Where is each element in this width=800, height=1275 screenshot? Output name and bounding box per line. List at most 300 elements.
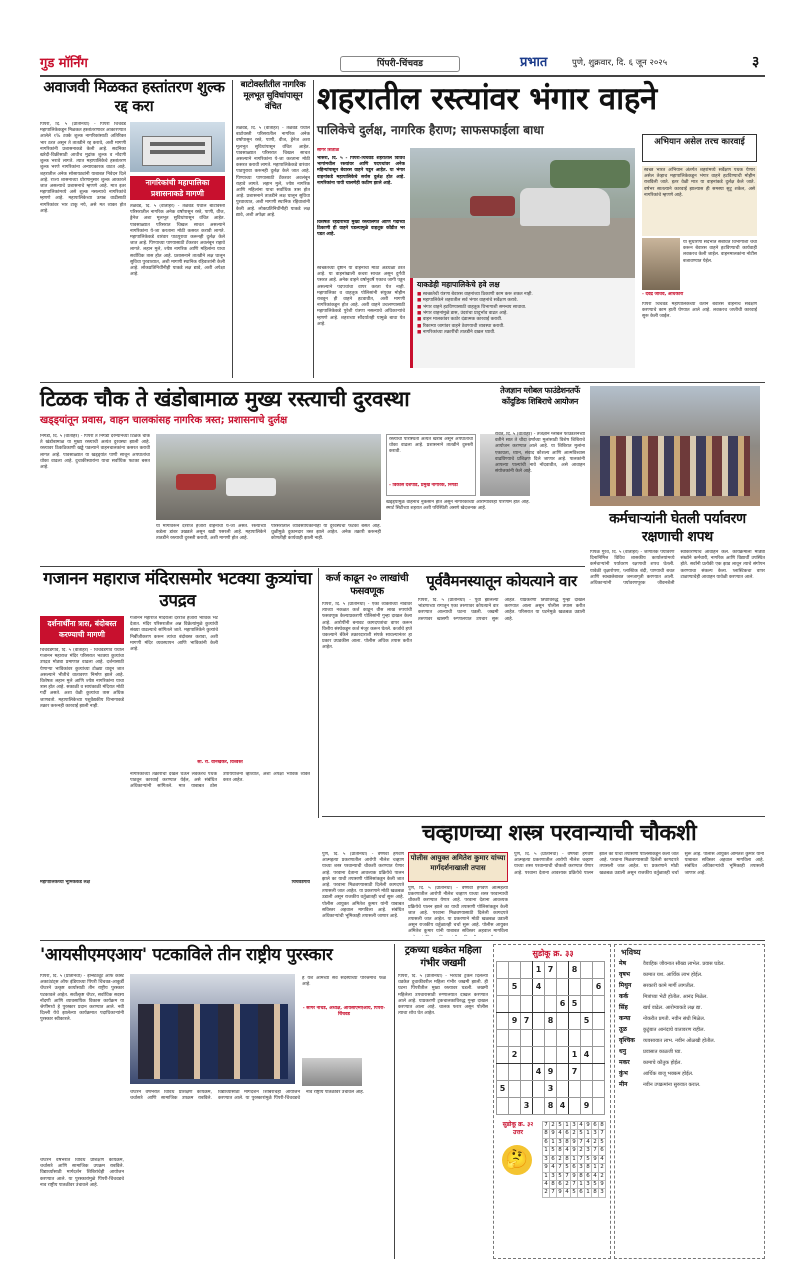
sudoku-cell: 6 — [557, 996, 569, 1013]
bullet-item: ■ भंगार वाहने हटविण्यासाठी वाहतूक विभागाशी समन्वय साधावा. — [417, 304, 527, 310]
sudoku-answer-cell: 8 — [551, 1180, 555, 1187]
horoscope-text: सरकारी कामे मार्गी लागतील. — [643, 983, 695, 989]
article-body: स्वच्छतेच्या दृष्टीने या वाहनांचा मोठा अडथळा ठरत आहे. या वाहनांखाली कचरा साचत असून दुर्गंधी पसरत आहे. अनेक वाहने वर्षानुवर्षे एकाच जागी पडून असल्याने पदपथांचा वापर करता येत नाही. महापालिका व वाहतूक पोलिसांनी संयुक्त मोहीम राबवून ही वाहने हटवावीत, अशी मागणी नागरिकांकडून होत आहे. अशी वाहने उचलण्यासाठी महापालिकेकडे पुरेशी यंत्रणा नसल्याचे अधिकाऱ्यांचे म्हणणे आहे. शहराच्या सौंदर्यातही यामुळे बाधा येत आहे. — [317, 266, 405, 327]
photo-caption: याकडेही महापालिकेचे हवे लक्ष — [417, 280, 500, 289]
sudoku-cell — [581, 1030, 593, 1047]
article-body: पिंपळे गुरव, दि. ५ (वार्ताहर) - जागतिक पर्यावरण दिनानिमित्त विविध शासकीय कार्यालयांमध्ये कर्मचाऱ्यांनी पर्यावरण रक्षणाची शपथ घेतली. यावेळी वृक्षारोपण, प्लास्टिक बंदी, पाण्याची बचत आणि स्वच्छतेबाबत जनजागृती करण्यात आली. अधिकाऱ्यांनी पर्यावरणपूरक जीवनशैली स्वीकारण्याचे आवाहन केले. कार्यक्रमाला मोठ्या संख्येने कर्मचारी, नागरिक आणि विद्यार्थी उपस्थित होते. सर्वांनी प्रत्येकी एक झाड लावून त्याचे संगोपन करण्याचा संकल्प केला. प्लास्टिकचा वापर टाळण्याचेही आवाहन यावेळी करण्यात आले. — [590, 550, 765, 587]
sidebar-quote-sig: - देवेंद्र जाधव, अधिकारी — [642, 292, 684, 297]
article-body: पिंपरी, दि. ५ (प्रतिनिधी) - पिंपरी चिंचवड महापालिकेकडून मिळकत हस्तांतरणावर आकारण्यात आलेले १% टक्के शुल्क नागरिकांसाठी अतिरिक्त भार ठरत असून ते तातडीने रद्द करावे, अशी मागणी नागरिकांनी प्रशासनाकडे केली आहे. सदनिका खरेदी-विक्रीसाठी आधीच मुद्रांक शुल्क व नोंदणी शुल्क भरावे लागते. त्यात महापालिकेचे हस्तांतरण शुल्क भरणे नागरिकांना अन्यायकारक वाटत आहे. शहरातील अनेक सोसायट्यांनी याबाबत निवेदन दिले आहे. राज्य शासनाच्या धोरणानुसार शुल्क आकारले जात असल्याचे प्रशासनाचे म्हणणे आहे. मात्र इतर महापालिकांमध्ये असे शुल्क नसल्याचे नागरिकांचे म्हणणे आहे. महापालिकेच्या उत्पन्न वाढीसाठी नागरिकांवर भार टाकू नये, असे मत व्यक्त होत आहे. — [40, 122, 126, 214]
article-body: रावेत, दि. ५ (वार्ताहर) - तेजज्ञान ग्लोबल फाउंडेशनच्या वतीने सात ते चौदा वर्षांच्या मुलांसाठी विशेष शिबिराचे आयोजन करण्यात आले आहे. या शिबिरात मुलांना एकाग्रता, ध्यान, संवाद कौशल्य आणि आत्मविश्वास वाढविण्याचे प्रशिक्षण दिले जाणार आहे. पालकांनी आपल्या पाल्यांची नावे नोंदवावीत, असे आवाहन संयोजकांनी केले आहे. — [495, 432, 585, 475]
sudoku-answer-cell: 8 — [558, 1147, 562, 1154]
sudoku-answer-cell: 3 — [593, 1130, 597, 1137]
headline: कर्मचाऱ्यांनी घेतली पर्यावरण रक्षणाची शपथ — [609, 511, 746, 545]
sudoku-cell — [521, 1047, 533, 1064]
sudoku-answer-cell: 6 — [600, 1147, 604, 1154]
article-body: पिंपरी, दि. ५ (प्रतिनिधी) - पूर्वी झालेल्या भांडणाच्या रागातून एका तरुणावर कोयत्याने वार करण्यात आल्याची घटना घडली. जखमी तरुणावर खासगी रुग्णालयात उपचार सुरू आहेत. याप्रकरणी तिघांविरुद्ध गुन्हा दाखल करण्यात आला असून पोलीस तपास करीत आहेत. परिसरात या घटनेमुळे खळबळ उडाली आहे. — [418, 598, 585, 622]
sudoku-answer-cell: 8 — [600, 1122, 604, 1128]
bullet-item: ■ महापालिकेने शहरातील सर्व भंगार वाहनांचे सर्वेक्षण करावे. — [417, 298, 518, 304]
sudoku-cell — [593, 1098, 605, 1115]
sudoku-answer-cell: 9 — [572, 1138, 576, 1145]
sudoku-answer-cell: 9 — [600, 1180, 604, 1187]
sudoku-cell — [545, 996, 557, 1013]
sudoku-answer-cell: 4 — [544, 1180, 548, 1187]
story-attack — [418, 572, 585, 812]
column-rule — [318, 568, 319, 818]
sudoku-cell — [509, 1030, 521, 1047]
article-body: निगडी, दि. ५ (वार्ताहर) - पिंपरी ते निगडी दरम्यानच्या टिळक चौक ते खंडोबामाळ या मुख्य रस्त्याची अत्यंत दुरवस्था झाली आहे. रस्त्यावर ठिकठिकाणी खड्डे पडल्याने वाहनचालकांना कसरत करावी लागत आहे. पावसाळ्यात या खड्ड्यांत पाणी साचून अपघातांचा धोका वाढला आहे. दुचाकीस्वारांना याचा सर्वाधिक फटका बसत आहे. — [40, 434, 150, 471]
sudoku-answer-cell: 6 — [565, 1130, 569, 1137]
footer-note: महापालिकेच्या भूमिकेकडे लक्ष — [40, 880, 90, 885]
sudoku-cell — [545, 1030, 557, 1047]
signature: सां. रा. वानखकर, विश्वस्त — [197, 760, 243, 765]
article-body: पुणे, दि. ५ (प्रतिनिधी) - वैष्णवी हगवणे आत्महत्या प्रकरणातील आरोपी नीलेश चव्हाण याच्या शस्त्र परवान्याची चौकशी करण्यात येणार आहे. परवाना देताना आवश्यक प्रक्रियेचे पालन झाले का याची तपासणी पोलिसांकडून केली जात आहे. परवाना मिळवण्यासाठी दिलेली कागदपत्रे तपासली जात आहेत. या प्रकरणाने मोठी खळबळ उडाली असून राजकीय वर्तुळातही चर्चा सुरू आहे. पोलीस आयुक्त अमितेश कुमार यांनी याबाबत सविस्तर अहवाल मागविला — [408, 886, 508, 935]
sudoku-answer-cell: 9 — [572, 1147, 576, 1154]
sudoku-answer-cell: 7 — [600, 1130, 604, 1137]
sudoku-cell — [569, 1081, 581, 1098]
headline: तेजज्ञान ग्लोबल फाउंडेशनतर्फे कोंदुडिक शिबिराचे आयोजन — [500, 386, 580, 406]
sudoku-answer-cell: 1 — [544, 1147, 548, 1154]
story-transfer-fee — [40, 78, 228, 378]
horoscope-text: कामात यश. आर्थिक लाभ होईल. — [643, 972, 703, 978]
sudoku-cell — [557, 1081, 569, 1098]
story-chavan-arms — [322, 820, 765, 936]
bullet-item: ■ स्वच्छतेची यंत्रणा बेवारस वाहनांच्या ठिकाणी काम करू शकत नाही. — [417, 292, 533, 298]
section-rule — [322, 816, 765, 817]
horoscope-text: व्यवसायात लाभ. नवीन ओळखी होतील. — [643, 1038, 716, 1044]
kicker-headline: बाटोवस्तीतील नागरिक मूलभूत सुविधांपासून वंचित — [240, 80, 306, 112]
sudoku-answer-cell: 4 — [586, 1138, 590, 1145]
zodiac-sign: धनु — [619, 1048, 627, 1055]
bullet-item: ■ भंगार वाहनांमुळे डास, उंदरांचा प्रादुर्भाव वाढत आहे. — [417, 311, 508, 317]
bullet-item: ■ रिकाम्या जागांवर वाहने ठेवण्याची व्यवस्था करावी. — [417, 323, 505, 329]
sudoku-cell — [533, 1047, 545, 1064]
sudoku-cell — [509, 1098, 521, 1115]
sudoku-cell: 6 — [593, 979, 605, 996]
article-body: चिंचवडगाव, दि. ५ (वार्ताहर) - चिंचवडगाव येथील गजानन महाराज मंदिर परिसरात भटक्या कुत्र्यांचा उपद्रव मोठ्या प्रमाणात वाढला आहे. दर्शनासाठी येणाऱ्या भाविकांवर कुत्र्यांच्या टोळ्या धावून जात असल्याने भीतीचे वातावरण निर्माण झाले आहे. विशेषतः लहान मुले आणि ज्येष्ठ नागरिकांना याचा त्रास होत आहे. सकाळी व सायंकाळी मंदिरात मोठी गर्दी असते. अशा वेळी कुत्र्यांचा त्रास अधिक जाणवतो. महापालिकेच्या पशुवैद्यकीय विभागाकडे तक्रार करूनही कारवाई झाली नाही. — [40, 648, 124, 709]
sudoku-answer-cell: 9 — [551, 1130, 555, 1137]
sudoku-answer-cell: 8 — [586, 1164, 590, 1171]
photo-damaged-road — [156, 434, 381, 520]
sudoku-answer-cell: 6 — [579, 1189, 583, 1196]
horoscope-entry — [619, 1060, 762, 1067]
pullquote-sig: - सागर नाथडे, अध्यक्ष, आयसीएमएआय, पिंपरी-चिंचवड — [302, 1006, 386, 1018]
sudoku-cell: 9 — [581, 1098, 593, 1115]
sudoku-answer-cell: 4 — [600, 1155, 604, 1162]
sudoku-cell — [521, 996, 533, 1013]
story-scrap-vehicles — [317, 80, 760, 380]
sudoku-answer-cell: 3 — [544, 1155, 548, 1162]
zodiac-sign: मकर — [619, 1059, 630, 1066]
sudoku-cell: 5 — [581, 1013, 593, 1030]
sudoku-cell — [497, 1030, 509, 1047]
horoscope-entry — [619, 972, 762, 979]
sudoku-answer-cell: 7 — [544, 1122, 548, 1128]
zodiac-sign: वृषभ — [619, 971, 631, 978]
sudoku-cell — [521, 962, 533, 979]
subheadline: पालिकेचे दुर्लक्ष, नागरिक हैराण; साफसफाईला बाधा — [317, 123, 544, 137]
sudoku-answer-cell: 2 — [600, 1172, 604, 1179]
sudoku-cell — [509, 996, 521, 1013]
section-rule — [40, 940, 765, 941]
horoscope-text: खर्च वाढेल. आरोग्याकडे लक्ष द्या. — [643, 1005, 703, 1011]
sudoku-cell — [557, 979, 569, 996]
sudoku-answer-cell: 6 — [551, 1155, 555, 1162]
sudoku-answer-grid — [542, 1121, 606, 1198]
sudoku-answer-cell: 9 — [593, 1155, 597, 1162]
pullquote: रस्त्याची परिस्थिती अत्यंत खराब असून अपघाताचा धोका वाढला आहे. प्रशासनाने तातडीने दुरुस्ती करावी. — [389, 437, 473, 455]
sudoku-answer-cell: 4 — [565, 1189, 569, 1196]
sudoku-answer-cell: 9 — [572, 1172, 576, 1179]
section-rule — [40, 382, 765, 383]
sudoku-cell: 8 — [545, 1098, 557, 1115]
sudoku-answer-cell: 4 — [593, 1172, 597, 1179]
sudoku-cell — [569, 1013, 581, 1030]
sudoku-cell: 1 — [533, 962, 545, 979]
page-number: ३ — [752, 54, 760, 70]
subheadline: खड्ड्यांतून प्रवास, वाहन चालकांसह नागरिक त्रस्त; प्रशासनाचे दुर्लक्ष — [40, 415, 288, 426]
sudoku-answer-cell: 2 — [544, 1189, 548, 1196]
story-truck-accident — [398, 944, 488, 1259]
headline: टिळक चौक ते खंडोबामाळ मुख्य रस्त्याची दुरवस्था — [40, 387, 410, 411]
bullet-list — [417, 292, 631, 336]
sudoku-answer-cell: 2 — [600, 1164, 604, 1171]
sudoku-cell: 1 — [569, 1047, 581, 1064]
sudoku-answer-cell: 5 — [600, 1138, 604, 1145]
sudoku-answer-cell: 1 — [586, 1189, 590, 1196]
sudoku-cell: 4 — [557, 1098, 569, 1115]
sudoku-answer-cell: 7 — [565, 1172, 569, 1179]
sudoku-answer-cell: 2 — [551, 1122, 555, 1128]
sudoku-cell — [497, 979, 509, 996]
sudoku-cell: 5 — [569, 996, 581, 1013]
zodiac-sign: सिंह — [619, 1004, 628, 1011]
brand-logo: प्रभात — [520, 55, 548, 70]
column-rule — [232, 80, 233, 378]
sudoku-cell: 3 — [521, 1098, 533, 1115]
horoscope-text: नोकरीत प्रगती. नवीन संधी मिळेल. — [643, 1016, 706, 1022]
article-body: परिसरातील व्यावसायिकांनाही या दुरवस्थेचा फटका बसत आहे. धुळीमुळे दुकानदार त्रस्त झाले आहेत. अनेक तक्रारी करूनही कोणतीही कार्यवाही झाली नाही. — [271, 524, 381, 542]
sudoku-cell: 4 — [533, 979, 545, 996]
sudoku-title: सुडोकू क्र. ३३ — [532, 949, 574, 958]
sudoku-cell — [593, 1013, 605, 1030]
sudoku-cell — [581, 962, 593, 979]
sudoku-answer-cell: 4 — [579, 1122, 583, 1128]
sudoku-cell — [593, 996, 605, 1013]
sudoku-cell — [593, 962, 605, 979]
kicker-box: दर्शनार्थींना त्रास, बंदोबस्त करण्याची मागणी — [40, 616, 124, 644]
article-body-cont: तळवडे, दि. ५ (वार्ताहर) - तळवडे येथील बाटोवस्ती परिसरातील नागरिक अनेक वर्षांपासून रस्ते, पाणी, वीज, ड्रेनेज अशा मूलभूत सुविधांपासून वंचित आहेत. पावसाळ्यात परिसरात चिखल साचत असल्याने नागरिकांना ये-जा करताना मोठी कसरत करावी लागते. महापालिकेकडे वारंवार पाठपुरावा करूनही दुर्लक्ष केले जात आहे. पिण्याच्या पाण्यासाठी टँकरवर अवलंबून राहावे लागते. लहान मुले, ज्येष्ठ नागरिक आणि महिलांना याचा सर्वाधिक त्रास होत आहे. प्रशासनाने तातडीने लक्ष घालून सुविधा पुरवाव्यात, अशी मागणी स्थानिक रहिवाशांनी केली आहे. लोकप्रतिनिधींनीही याकडे लक्ष द्यावे, अशी अपेक्षा आहे. — [130, 204, 225, 278]
horoscope-text: नवीन उपक्रमांना सुरुवात कराल. — [643, 1082, 701, 1088]
horoscope-entry — [619, 1005, 762, 1012]
article-body: या मार्गावरून दररोज हजारो वाहनांची ये-जा असते. रस्त्याच्या कडेला डांबर उखडले असून खडी पसरली आहे. महापालिकेने तातडीने रस्त्याची दुरुस्ती करावी, अशी मागणी होत आहे. — [156, 524, 266, 542]
article-body: गजानन महाराज मंदिराला दररोज हजारो भाविक भेट देतात. मंदिर परिसरातील अन्न विक्रेत्यांमुळे कुत्र्यांची संख्या वाढल्याचे सांगितले जाते. महापालिकेने कुत्र्यांचे निर्बीजीकरण करून त्यांचा बंदोबस्त करावा, अशी मागणी मंदिर व्यवस्थापन आणि भाविकांनी केली आहे. — [130, 616, 218, 653]
sudoku-cell: 7 — [569, 1064, 581, 1081]
horoscope-text: आर्थिक बाजू भक्कम होईल. — [643, 1071, 694, 1077]
sudoku-cell — [533, 1013, 545, 1030]
article-body: पुणे, दि. ५ (प्रतिनिधी) - वैष्णवी हगवणे आत्महत्या प्रकरणातील आरोपी नीलेश चव्हाण याच्या शस्त्र परवान्याची चौकशी करण्यात येणार आहे. परवाना देताना आवश्यक प्रक्रियेचे पालन झाले का याची तपासणी पोलिसांकडून केली जात आहे. परवाना मिळवण्यासाठी दिलेली कागदपत्रे तपासली जात आहेत. या प्रकरणाने मोठी खळबळ उडाली असून राजकीय वर्तुळातही चर्चा सुरू आहे. पोलीस आयुक्त अमितेश कुमार यांनी याबाबत सविस्तर अहवाल मागविला आहे. संबंधित अधिकाऱ्यांची भूमिकाही तपासली जाणार आहे. — [322, 852, 404, 920]
sudoku-cell — [521, 979, 533, 996]
sudoku-cell: 8 — [545, 1013, 557, 1030]
photo-chapter-president — [302, 1058, 362, 1086]
sudoku-answer-cell: 1 — [572, 1155, 576, 1162]
headline: ट्रकच्या धडकेत महिला गंभीर जखमी — [404, 945, 482, 969]
sudoku-cell: 5 — [497, 1081, 509, 1098]
sudoku-answer-cell: 8 — [593, 1189, 597, 1196]
sudoku-answer-cell: 7 — [579, 1138, 583, 1145]
story-tejgyan — [495, 386, 585, 564]
masthead-left-label: गुड मॉर्निंग — [40, 56, 88, 71]
sudoku-answer-cell: 5 — [593, 1180, 597, 1187]
story-gajanan-temple — [40, 568, 315, 888]
sudoku-answer-cell: 1 — [579, 1180, 583, 1187]
sudoku-cell — [509, 962, 521, 979]
story-loan-fraud — [322, 572, 412, 812]
article-body: खड्ड्यांमुळे वाहनांचे नुकसान होत असून नागरिकांच्या आरोग्यावरही परिणाम होत आहे. स्मार्ट सिटीच्या शहरात अशी परिस्थिती असणे खेदजनक आहे. — [386, 500, 530, 512]
sudoku-answer-cell: 5 — [579, 1130, 583, 1137]
sudoku-answer-cell: 1 — [551, 1138, 555, 1145]
article-body: तळवडे, दि. ५ (वार्ताहर) - तळवडे येथील बाटोवस्ती परिसरातील नागरिक अनेक वर्षांपासून रस्ते, पाणी, वीज, ड्रेनेज अशा मूलभूत सुविधांपासून वंचित आहेत. पावसाळ्यात परिसरात चिखल साचत असल्याने नागरिकांना ये-जा करताना मोठी कसरत करावी लागते. महापालिकेकडे वारंवार पाठपुरावा करूनही दुर्लक्ष केले जात आहे. पिण्याच्या पाण्यासाठी टँकरवर अवलंबून राहावे लागते. लहान मुले, ज्येष्ठ नागरिक आणि महिलांना याचा सर्वाधिक त्रास होत आहे. प्रशासनाने तातडीने लक्ष घालून सुविधा पुरवाव्यात, अशी मागणी स्थानिक रहिवाशांनी केली आहे. लोकप्रतिनिधींनीही याकडे लक्ष द्यावे, अशी अपेक्षा आहे. — [236, 126, 310, 218]
lead-bold: विशेषतः रहदारीच्या मुख्य रस्त्यांलगत आणि गर्दीच्या ठिकाणी ही वाहने पडल्यामुळे वाहतूक कोंडीत भर पडत आहे. — [317, 220, 405, 238]
sudoku-answer-cell: 6 — [593, 1122, 597, 1128]
sudoku-cell: 2 — [509, 1047, 521, 1064]
horoscope-entry — [619, 1049, 762, 1056]
sudoku-cell — [557, 1030, 569, 1047]
photo-caption-box: नागरिकांची महापालिका प्रशासनाकडे मागणी — [130, 176, 225, 200]
headline: पूर्ववैमनस्यातून कोयत्याने वार — [426, 572, 577, 590]
sudoku-cell: 9 — [509, 1013, 521, 1030]
horoscope-text: कामाचे कौतुक होईल. — [643, 1060, 682, 1066]
horoscope-entry — [619, 1038, 762, 1045]
sudoku-cell: 5 — [509, 979, 521, 996]
sudoku-answer-cell: 8 — [579, 1172, 583, 1179]
sudoku-answer-cell: 6 — [544, 1138, 548, 1145]
sudoku-answer-cell: 3 — [600, 1189, 604, 1196]
column-rule — [313, 80, 314, 378]
horoscope-entry — [619, 994, 762, 1001]
article-body: पिंपरी, दि. ५ (प्रतिनिधी) - एका व्यक्तीच्या नावावर त्याच्या नकळत कर्ज काढून वीस लाख रुपयांची फसवणूक केल्याप्रकरणी पोलिसांनी गुन्हा दाखल केला आहे. आरोपींनी बनावट कागदपत्रांचा वापर करून वित्तीय संस्थेकडून कर्ज मंजूर करून घेतले. कर्जाचे हप्ते थकल्याने बँकेने तक्रारदाराशी संपर्क साधल्यानंतर हा प्रकार उघडकीस आला. पोलीस अधिक तपास करीत आहेत. — [322, 602, 412, 651]
horoscope-text: प्रवासात काळजी घ्या. — [643, 1049, 683, 1055]
sudoku-cell — [497, 1013, 509, 1030]
sudoku-answer-cell: 7 — [558, 1164, 562, 1171]
sudoku-cell: 4 — [533, 1064, 545, 1081]
sudoku-cell — [545, 1047, 557, 1064]
photo-environment-oath — [590, 386, 760, 506]
sudoku-cell — [533, 996, 545, 1013]
sudoku-cell — [497, 1064, 509, 1081]
sudoku-answer-cell: 2 — [579, 1147, 583, 1154]
sudoku-cell — [521, 1064, 533, 1081]
sudoku-cell — [557, 962, 569, 979]
sudoku-grid — [496, 961, 605, 1115]
sudoku-answer-cell: 2 — [565, 1180, 569, 1187]
sudoku-cell — [497, 996, 509, 1013]
sudoku-cell — [581, 996, 593, 1013]
sudoku-cell — [533, 1030, 545, 1047]
sudoku-answer-cell: 6 — [586, 1172, 590, 1179]
horoscope-panel — [614, 944, 765, 1259]
horoscope-text: वैवाहिक जीवनात सौख्य लाभेल. प्रवास घडेल. — [643, 961, 725, 967]
sudoku-answer-cell: 7 — [572, 1180, 576, 1187]
sudoku-cell: 7 — [521, 1013, 533, 1030]
sidebar-body: स्वच्छ भारत अभियान अंतर्गत शहरांमध्ये सर्वेक्षण पथक येणार असेल तेव्हाच महापालिकेकडून भंगार वाहने हटविण्याची मोहीम राबविली जाते. इतर वेळी मात्र या वाहनांकडे दुर्लक्ष केले जाते. वर्षभर सातत्याने कारवाई झाल्यास ही समस्या सुटू शकेल, असे नागरिकांचे म्हणणे आहे. — [642, 166, 757, 236]
sudoku-answer-cell: 2 — [558, 1155, 562, 1162]
zodiac-sign: मिथुन — [619, 982, 632, 989]
sudoku-cell — [581, 979, 593, 996]
photo-caption-box — [410, 278, 635, 368]
horoscope-entry — [619, 1016, 762, 1023]
sudoku-cell: 8 — [569, 962, 581, 979]
sudoku-cell — [497, 1047, 509, 1064]
pullquote-sig: - विकास देशपांडे, प्रमुख नागरिक, निगडी — [389, 483, 458, 488]
headline: गजानन महाराज मंदिरासमोर भटक्या कुत्र्यांचा उपद्रव — [43, 569, 312, 611]
sudoku-cell — [509, 1081, 521, 1098]
sudoku-cell — [521, 1081, 533, 1098]
sudoku-cell — [557, 1064, 569, 1081]
pullquote-box — [300, 974, 388, 1058]
zodiac-sign: वृश्चिक — [619, 1037, 635, 1044]
article-body: नागरिकांच्या तक्रारींची दखल घेऊन लवकरच पथक पाठवून कारवाई करण्यात येईल, असे संबंधित अधिकाऱ्यांनी सांगितले. मात्र याबाबत ठोस उपाययोजना व्हाव्यात, अशी अपेक्षा भाविक व्यक्त करत आहेत. — [130, 772, 310, 790]
horoscope-text: कुटुंबात आनंदाचे वातावरण राहील. — [643, 1027, 706, 1033]
sudoku-cell — [533, 1098, 545, 1115]
sidebar-extra: पिंपरी चिंचवड महापालिकेच्या वतीने बेवारस वाहनांचे सर्वेक्षण करण्याचे काम हाती घेण्यात आले आहे. लवकरच जप्तीची कारवाई सुरू केली जाईल. — [642, 302, 757, 320]
horoscope-entry — [619, 1071, 762, 1078]
lead-paragraph: भोसरी, दि. ५ - पिंपरी-चिंचवड शहरातील विविध भागांमधील रस्त्यांवर आणि पदपथांवर अनेक महिन्यांपासून बेवारस वाहने पडून आहेत. या भंगार वाहनांकडे महापालिकेचे सर्रास दुर्लक्ष होत आहे. नागरिकांना पायी चालणेही कठीण झाले आहे. — [317, 156, 405, 186]
zodiac-sign: कर्क — [619, 993, 629, 1000]
article-body: पिंपरी, दि. ५ (प्रतिनिधी) - इन्स्टिट्यूट ऑफ कॉस्ट अकाउंटंट्स ऑफ इंडियाच्या पिंपरी चिंचवड-आकुर्डी चॅप्टरने उत्कृष्ट कार्यासाठी तीन राष्ट्रीय पुरस्कार पटकावले आहेत. सर्वोत्कृष्ट चॅप्टर, सर्वाधिक सदस्य नोंदणी आणि व्यावसायिक विकास कार्यक्रम या श्रेणींमध्ये हे पुरस्कार प्रदान करण्यात आले. नवी दिल्ली येथे झालेल्या कार्यक्रमात पदाधिकाऱ्यांनी पुरस्कार स्वीकारले. — [40, 974, 124, 1023]
sudoku-answer-cell: 9 — [558, 1189, 562, 1196]
sudoku-answer-cell: 1 — [565, 1122, 569, 1128]
headline: चव्हाणच्या शस्त्र परवान्याची चौकशी — [422, 821, 697, 846]
sudoku-answer-cell: 5 — [558, 1172, 562, 1179]
masthead — [0, 0, 800, 76]
sudoku-cell — [593, 1030, 605, 1047]
horoscope-entry — [619, 983, 762, 990]
sudoku-answer-cell: 8 — [544, 1130, 548, 1137]
sudoku-cell: 3 — [545, 1081, 557, 1098]
sudoku-answer-cell: 7 — [551, 1189, 555, 1196]
sudoku-answer-cell: 5 — [558, 1122, 562, 1128]
section-rule — [40, 566, 585, 567]
sudoku-answer-cell: 7 — [579, 1155, 583, 1162]
horoscope-entry — [619, 1027, 762, 1034]
footer-place: चिंचवडगाव — [291, 880, 310, 885]
kicker-box: अभियान असेल तरच कारवाई — [642, 134, 757, 162]
sudoku-panel — [493, 944, 611, 1259]
sudoku-answer-cell: 3 — [551, 1172, 555, 1179]
column-rule — [394, 944, 395, 1259]
masthead-edition-tab: पिंपरी-चिंचवड — [340, 56, 460, 72]
zodiac-sign: कुंभ — [619, 1070, 628, 1077]
sudoku-answer-cell: 7 — [593, 1147, 597, 1154]
sudoku-cell — [593, 1081, 605, 1098]
sidebar-quote: या सुधारणा संदर्भात संबंधित विभागाशी चर्चा करून बेवारस वाहने हटविण्याची कार्यवाही लवकरच केली जाईल. वाहनमालकांना नोटीस बजावण्यात येईल. — [683, 240, 757, 264]
bullet-item: ■ वाहन मालकांवर कठोर दंडात्मक कारवाई करावी. — [417, 317, 503, 323]
horoscope-list — [619, 961, 762, 1093]
kicker-box: पोलीस आयुक्त अमितेश कुमार यांच्या मार्गदर्शनाखाली तपास — [408, 852, 508, 882]
zodiac-sign: मेष — [619, 960, 627, 967]
zodiac-sign: तूळ — [619, 1026, 627, 1033]
horoscope-text: मित्रांच्या भेटी होतील. आनंद मिळेल. — [643, 994, 708, 1000]
sudoku-answer-cell: 6 — [558, 1180, 562, 1187]
sudoku-cell — [497, 962, 509, 979]
sudoku-cell: 4 — [581, 1047, 593, 1064]
zodiac-sign: कन्या — [619, 1015, 631, 1022]
sudoku-cell — [521, 1030, 533, 1047]
article-body: चॅप्टरने वर्षभरात विविध प्रशिक्षण कार्यक्रम, चर्चासत्रे आणि सामाजिक उपक्रम राबविले. विद्यार्थ्यांसाठी मार्गदर्शन शिबिरांचेही आयोजन करण्यात आले. या पुरस्कारांमुळे पिंपरी-चिंचवडचे नाव राष्ट्रीय पातळीवर उंचावले आहे. — [40, 1158, 124, 1188]
pullquote-box — [386, 434, 476, 496]
sudoku-answer-cell: 3 — [579, 1164, 583, 1171]
sudoku-cell — [569, 979, 581, 996]
bullet-item: ■ नागरिकांच्या तक्रारींची तातडीने दखल घ्यावी. — [417, 329, 496, 335]
sudoku-cell — [569, 1098, 581, 1115]
sudoku-cell — [593, 1064, 605, 1081]
masthead-rule — [40, 75, 765, 77]
sudoku-answer-cell: 8 — [565, 1138, 569, 1145]
article-body: पिंपरी, दि. ५ (प्रतिनिधी) - भरधाव ट्रकने दिलेल्या धडकेत दुचाकीवरील महिला गंभीर जखमी झाली. ही घटना पिंपरीतील मुख्य रस्त्यावर घडली. जखमी महिलेला उपचारासाठी रुग्णालयात दाखल करण्यात आले आहे. याप्रकरणी ट्रकचालकाविरुद्ध गुन्हा दाखल करण्यात आला आहे. चालक फरार असून पोलीस त्याचा शोध घेत आहेत. — [398, 974, 488, 1017]
story-icmai-awards — [40, 944, 390, 1259]
sudoku-answer-cell: 5 — [586, 1155, 590, 1162]
sudoku-answer-label: सुडोकू क्र. ३२ उत्तर — [502, 1121, 534, 1136]
sudoku-cell — [497, 1098, 509, 1115]
sudoku-answer-cell: 5 — [572, 1189, 576, 1196]
zodiac-sign: मीन — [619, 1081, 628, 1088]
horoscope-entry — [619, 1082, 762, 1089]
sudoku-answer-cell: 2 — [593, 1138, 597, 1145]
sudoku-answer-cell: 3 — [586, 1147, 590, 1154]
sudoku-answer-cell: 3 — [586, 1180, 590, 1187]
dateline: पुणे, शुक्रवार, दि. ६ जून २०२५ — [572, 58, 668, 68]
sudoku-answer-cell: 1 — [544, 1172, 548, 1179]
sudoku-cell — [569, 1030, 581, 1047]
sudoku-cell — [581, 1064, 593, 1081]
headline: अवाजवी मिळकत हस्तांतरण शुल्क रद्द करा — [43, 78, 225, 115]
sudoku-cell: 9 — [545, 1064, 557, 1081]
sudoku-answer-cell: 3 — [558, 1138, 562, 1145]
story-bato-vasti — [236, 80, 310, 378]
horoscope-title: भविष्य — [621, 948, 641, 957]
sudoku-cell — [557, 1013, 569, 1030]
sudoku-answer-cell: 9 — [586, 1122, 590, 1128]
sudoku-cell — [557, 1047, 569, 1064]
byline: सागर शितोळे — [317, 148, 339, 153]
photo-pcmc-building — [130, 122, 225, 172]
sudoku-answer-cell: 1 — [593, 1164, 597, 1171]
photo-official — [642, 238, 680, 290]
sudoku-answer-cell: 1 — [586, 1130, 590, 1137]
sudoku-cell — [593, 1047, 605, 1064]
horoscope-entry — [619, 961, 762, 968]
sudoku-answer-cell: 4 — [551, 1164, 555, 1171]
sudoku-cell — [509, 1064, 521, 1081]
sudoku-answer-cell: 4 — [565, 1147, 569, 1154]
sudoku-answer-cell: 9 — [544, 1164, 548, 1171]
sudoku-answer-cell: 5 — [551, 1147, 555, 1154]
photo-scrap-cars — [410, 148, 635, 278]
sudoku-answer-cell: 4 — [558, 1130, 562, 1137]
headline: शहरातील रस्त्यांवर भंगार वाहने — [317, 81, 657, 117]
article-body: पुणे, दि. ५ (प्रतिनिधी) - वैष्णवी हगवणे आत्महत्या प्रकरणातील आरोपी नीलेश चव्हाण याच्या शस्त्र परवान्याची चौकशी करण्यात येणार आहे. परवाना देताना आवश्यक प्रक्रियेचे पालन झाले का याची तपासणी पोलिसांकडून केली जात आहे. परवाना मिळवण्यासाठी दिलेली कागदपत्रे तपासली जात आहेत. या प्रकरणाने मोठी खळबळ उडाली असून राजकीय वर्तुळातही चर्चा सुरू आहे. पोलीस आयुक्त अमितेश कुमार यांनी याबाबत सविस्तर अहवाल मागविला आहे. संबंधित अधिकाऱ्यांची भूमिकाही तपासली जाणार आहे. — [514, 852, 764, 876]
sudoku-answer-cell: 8 — [565, 1155, 569, 1162]
pullquote: हे यश आमच्या सर्व सदस्यांच्या परिश्रमाचे फळ आहे. — [302, 976, 386, 988]
sudoku-answer-cell: 3 — [572, 1122, 576, 1128]
sudoku-cell — [581, 1081, 593, 1098]
sudoku-cell: 7 — [545, 962, 557, 979]
article-body: चॅप्टरने वर्षभरात विविध प्रशिक्षण कार्यक्रम, चर्चासत्रे आणि सामाजिक उपक्रम राबविले. विद्यार्थ्यांसाठी मार्गदर्शन शिबिरांचेही आयोजन करण्यात आले. या पुरस्कारांमुळे पिंपरी-चिंचवडचे नाव राष्ट्रीय पातळीवर उंचावले आहे. — [130, 1090, 365, 1102]
sudoku-answer-cell: 6 — [572, 1164, 576, 1171]
sudoku-cell — [545, 979, 557, 996]
story-env-oath — [590, 510, 765, 810]
headline: 'आयसीएमएआय' पटकाविले तीन राष्ट्रीय पुरस्कार — [40, 945, 333, 965]
